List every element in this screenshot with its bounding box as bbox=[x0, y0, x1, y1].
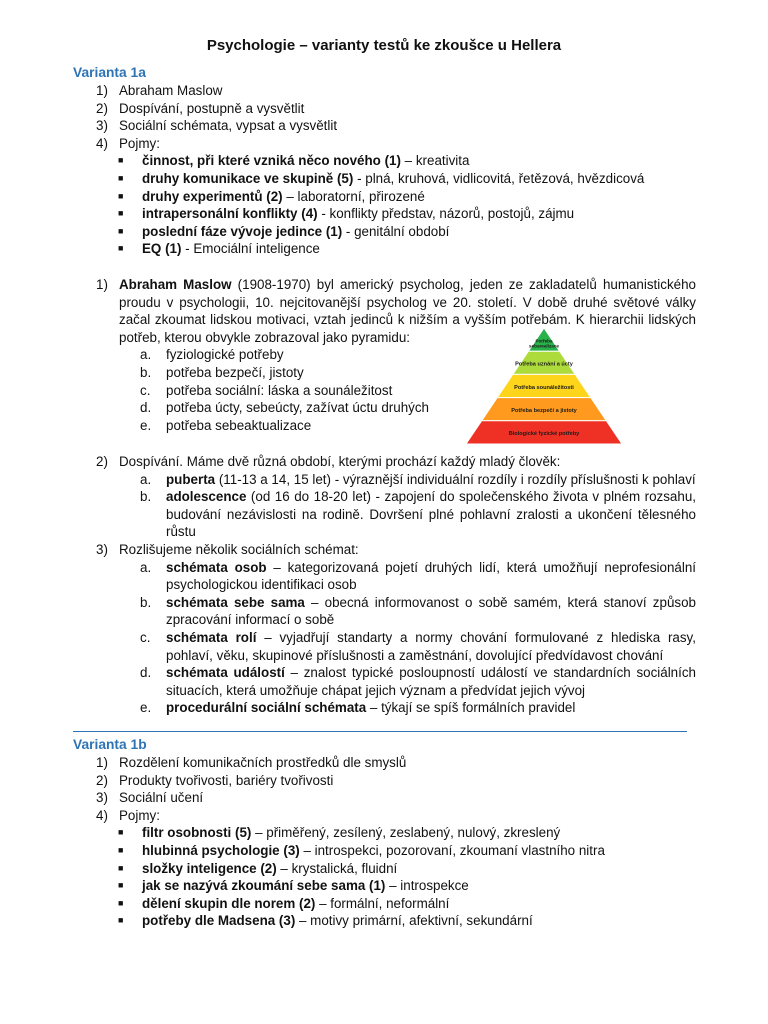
pojem-term: jak se nazývá zkoumání sebe sama (1) bbox=[142, 878, 386, 894]
square-bullet-icon: ■ bbox=[118, 880, 124, 891]
answer-paragraph bbox=[96, 453, 696, 471]
question-text: Produkty tvořivosti, bariéry tvořivosti bbox=[119, 772, 334, 788]
question-text: Sociální schémata, vypsat a vysvětlit bbox=[119, 118, 338, 134]
answer-text: Rozlišujeme několik sociálních schémat: bbox=[119, 542, 359, 557]
pojem-answer: – krystalická, fluidní bbox=[276, 860, 398, 876]
period-letter: a. bbox=[140, 471, 152, 487]
square-bullet-icon: ■ bbox=[118, 862, 124, 873]
question-text: Abraham Maslow bbox=[119, 83, 223, 98]
square-bullet-icon: ■ bbox=[118, 915, 124, 926]
pojem-term: intrapersonální konflikty (4) bbox=[142, 206, 318, 222]
pojem-answer: - konflikty představ, názorů, postojů, zájmu bbox=[317, 206, 575, 222]
pojem-item bbox=[96, 223, 696, 241]
answer-text: Dospívání. Máme dvě různá období, kterými prochází každý mladý člověk: bbox=[119, 454, 561, 469]
schema-letter: d. bbox=[140, 665, 152, 681]
schema-text: – kategorizovaná pojetí druhých lidí, která umožňují neprofesionální psychologickou identifikaci osob bbox=[166, 559, 696, 593]
pojem-answer: - Emociální inteligence bbox=[181, 241, 320, 257]
period-item bbox=[96, 488, 696, 541]
section-divider bbox=[73, 731, 687, 732]
need-letter: b. bbox=[140, 364, 152, 380]
answer-number: 3) bbox=[96, 542, 108, 557]
square-bullet-icon: ■ bbox=[118, 243, 124, 254]
question-item bbox=[96, 807, 696, 825]
pojem-item bbox=[96, 895, 696, 913]
question-number: 3) bbox=[96, 118, 108, 134]
variant-1a-questions bbox=[96, 82, 696, 258]
question-number: 4) bbox=[96, 807, 108, 823]
pojem-answer: – kreativita bbox=[400, 153, 470, 169]
square-bullet-icon: ■ bbox=[118, 208, 124, 219]
schema-letter: b. bbox=[140, 594, 152, 610]
pojem-item bbox=[96, 877, 696, 895]
need-letter: d. bbox=[140, 400, 152, 416]
need-letter: e. bbox=[140, 417, 152, 433]
maslow-name: Abraham Maslow bbox=[119, 277, 232, 292]
pojem-answer: - genitální období bbox=[342, 223, 450, 239]
schema-text: – znalost typické posloupností událostí ve standardních sociálních situacích, která umožňuje chápat jejich význam a předvídat jejich vývoj bbox=[166, 665, 696, 698]
square-bullet-icon: ■ bbox=[118, 844, 124, 855]
pojem-item bbox=[96, 152, 696, 170]
pojem-term: druhy experimentů (2) bbox=[142, 188, 283, 204]
schema-letter: a. bbox=[140, 559, 152, 575]
pojem-answer: – laboratorní, přirozené bbox=[282, 188, 425, 204]
pojem-item bbox=[96, 842, 696, 860]
variant-1b-questions bbox=[96, 754, 696, 930]
question-text: Sociální učení bbox=[119, 790, 204, 806]
question-item bbox=[96, 754, 696, 772]
question-number: 1) bbox=[96, 83, 108, 98]
schema-item bbox=[96, 629, 696, 664]
pojem-item bbox=[96, 860, 696, 878]
pojem-answer: – motivy primární, afektivní, sekundární bbox=[295, 913, 533, 929]
square-bullet-icon: ■ bbox=[118, 190, 124, 201]
question-number: 2) bbox=[96, 772, 108, 788]
need-text: potřeba sociální: láska a sounáležitost bbox=[166, 382, 393, 398]
square-bullet-icon: ■ bbox=[118, 172, 124, 183]
variant-1a-heading: Varianta 1a bbox=[73, 65, 146, 80]
schema-term: schémata sebe sama bbox=[166, 594, 305, 610]
schema-letter: c. bbox=[140, 629, 151, 645]
question-text: Pojmy: bbox=[119, 807, 160, 823]
period-item bbox=[96, 471, 696, 489]
period-letter: b. bbox=[140, 489, 152, 505]
schema-item bbox=[96, 594, 696, 629]
schema-item bbox=[96, 664, 696, 699]
pojem-item bbox=[96, 240, 696, 258]
question-item bbox=[96, 772, 696, 790]
period-term: adolescence bbox=[166, 489, 247, 505]
question-item bbox=[96, 135, 696, 153]
question-number: 3) bbox=[96, 790, 108, 806]
pojem-answer: – přiměřený, zesílený, zeslabený, nulový, zkreslený bbox=[251, 825, 561, 841]
answer-dospivani bbox=[96, 453, 696, 541]
schema-text: – týkají se spíš formálních pravidel bbox=[366, 700, 576, 716]
period-term: puberta bbox=[166, 471, 216, 487]
pyramid-tier-label: Potřeba sebarealizace bbox=[529, 338, 559, 349]
question-item bbox=[96, 117, 696, 135]
question-item bbox=[96, 100, 696, 118]
need-text: potřeba bezpečí, jistoty bbox=[166, 364, 304, 380]
question-text: Rozdělení komunikačních prostředků dle smyslů bbox=[119, 755, 407, 770]
pyramid-tier-label: Potřeba uznání a úcty bbox=[515, 361, 573, 368]
pojem-term: hlubinná psychologie (3) bbox=[142, 842, 300, 858]
pojem-item bbox=[96, 824, 696, 842]
schema-item bbox=[96, 559, 696, 594]
pyramid-tier-label: Potřeba sounáležitosti bbox=[514, 384, 574, 391]
pojem-answer: – introspekce bbox=[385, 878, 469, 894]
period-text: (11-13 a 14, 15 let) - výraznější individuální rozdíly i rozdíly příslušnosti k pohlaví bbox=[215, 471, 696, 487]
pojem-answer: – formální, neformální bbox=[315, 895, 450, 911]
square-bullet-icon: ■ bbox=[118, 155, 124, 166]
square-bullet-icon: ■ bbox=[118, 897, 124, 908]
need-letter: c. bbox=[140, 382, 151, 398]
schema-term: schémata událostí bbox=[166, 665, 285, 681]
question-item bbox=[96, 82, 696, 100]
question-number: 4) bbox=[96, 135, 108, 151]
pojem-item bbox=[96, 205, 696, 223]
schema-term: procedurální sociální schémata bbox=[166, 700, 367, 716]
answer-paragraph bbox=[96, 541, 696, 559]
schema-text: – vyjadřují standarty a normy chování formulované z hlediska rasy, pohlaví, věku, skupinové příslušnosti a zaměstnání, dovolující předvídavost chování bbox=[166, 629, 696, 663]
pojem-item bbox=[96, 912, 696, 930]
schema-term: schémata rolí bbox=[166, 629, 257, 645]
answer-number: 2) bbox=[96, 454, 108, 469]
question-number: 1) bbox=[96, 755, 108, 770]
pojem-term: složky inteligence (2) bbox=[142, 860, 277, 876]
variant-1b-heading: Varianta 1b bbox=[73, 737, 147, 752]
pojem-term: EQ (1) bbox=[142, 241, 182, 257]
pojem-item bbox=[96, 188, 696, 206]
pyramid-tier-label: Biologické fyzické potřeby bbox=[508, 431, 580, 438]
period-text: (od 16 do 18-20 let) - zapojení do společenského života v plném rozsahu, budování nezávislosti na rodině. Dovršení plné pohlavní zralosti a ukončení tělesného růstu bbox=[166, 489, 696, 540]
need-text: potřeba úcty, sebeúcty, zažívat úctu druhých bbox=[166, 400, 429, 416]
schema-text: – obecná informovanost o sobě samém, která stanoví způsob zpracování informací o sobě bbox=[166, 594, 696, 628]
pojem-term: činnost, při které vzniká něco nového (1) bbox=[142, 153, 401, 169]
pojem-term: poslední fáze vývoje jedince (1) bbox=[142, 223, 343, 239]
question-item bbox=[96, 789, 696, 807]
need-text: fyziologické potřeby bbox=[166, 347, 284, 363]
question-text: Dospívání, postupně a vysvětlit bbox=[119, 100, 305, 116]
pojem-item bbox=[96, 170, 696, 188]
square-bullet-icon: ■ bbox=[118, 225, 124, 236]
schema-item bbox=[96, 699, 696, 717]
schema-term: schémata osob bbox=[166, 559, 267, 575]
pojem-answer: – introspekci, pozorovaní, zkoumaní vlastního nitra bbox=[299, 842, 605, 858]
pojem-term: druhy komunikace ve skupině (5) bbox=[142, 170, 354, 186]
document-title: Psychologie – varianty testů ke zkoušce u Hellera bbox=[206, 37, 562, 54]
maslow-pyramid-figure bbox=[466, 328, 622, 444]
answer-number: 1) bbox=[96, 277, 108, 292]
pojem-term: potřeby dle Madsena (3) bbox=[142, 913, 296, 929]
question-number: 2) bbox=[96, 100, 108, 116]
need-text: potřeba sebeaktualizace bbox=[166, 417, 312, 433]
maslow-text: (1908-1970) byl americký psycholog, jeden ze zakladatelů humanistického proudu v psychologii, 10. nejcitovanější psycholog ve 20. století. V době druhé světové války začal zkoumat lidskou motivaci, vztah jedinců k nižším a vyšším potřebám. K hierarchii lidských potřeb, kterou obvykle zobrazoval jako pyramidu: bbox=[119, 277, 696, 345]
square-bullet-icon: ■ bbox=[118, 827, 124, 838]
need-letter: a. bbox=[140, 347, 152, 363]
pojem-term: filtr osobnosti (5) bbox=[142, 825, 252, 841]
schema-letter: e. bbox=[140, 700, 152, 716]
answer-schemata bbox=[96, 541, 696, 717]
pojem-answer: - plná, kruhová, vidlicovitá, řetězová, hvězdicová bbox=[353, 170, 645, 186]
pojem-term: dělení skupin dle norem (2) bbox=[142, 895, 316, 911]
pyramid-tier-label: Potřeba bezpečí a jistoty bbox=[511, 407, 577, 414]
question-text: Pojmy: bbox=[119, 135, 160, 151]
